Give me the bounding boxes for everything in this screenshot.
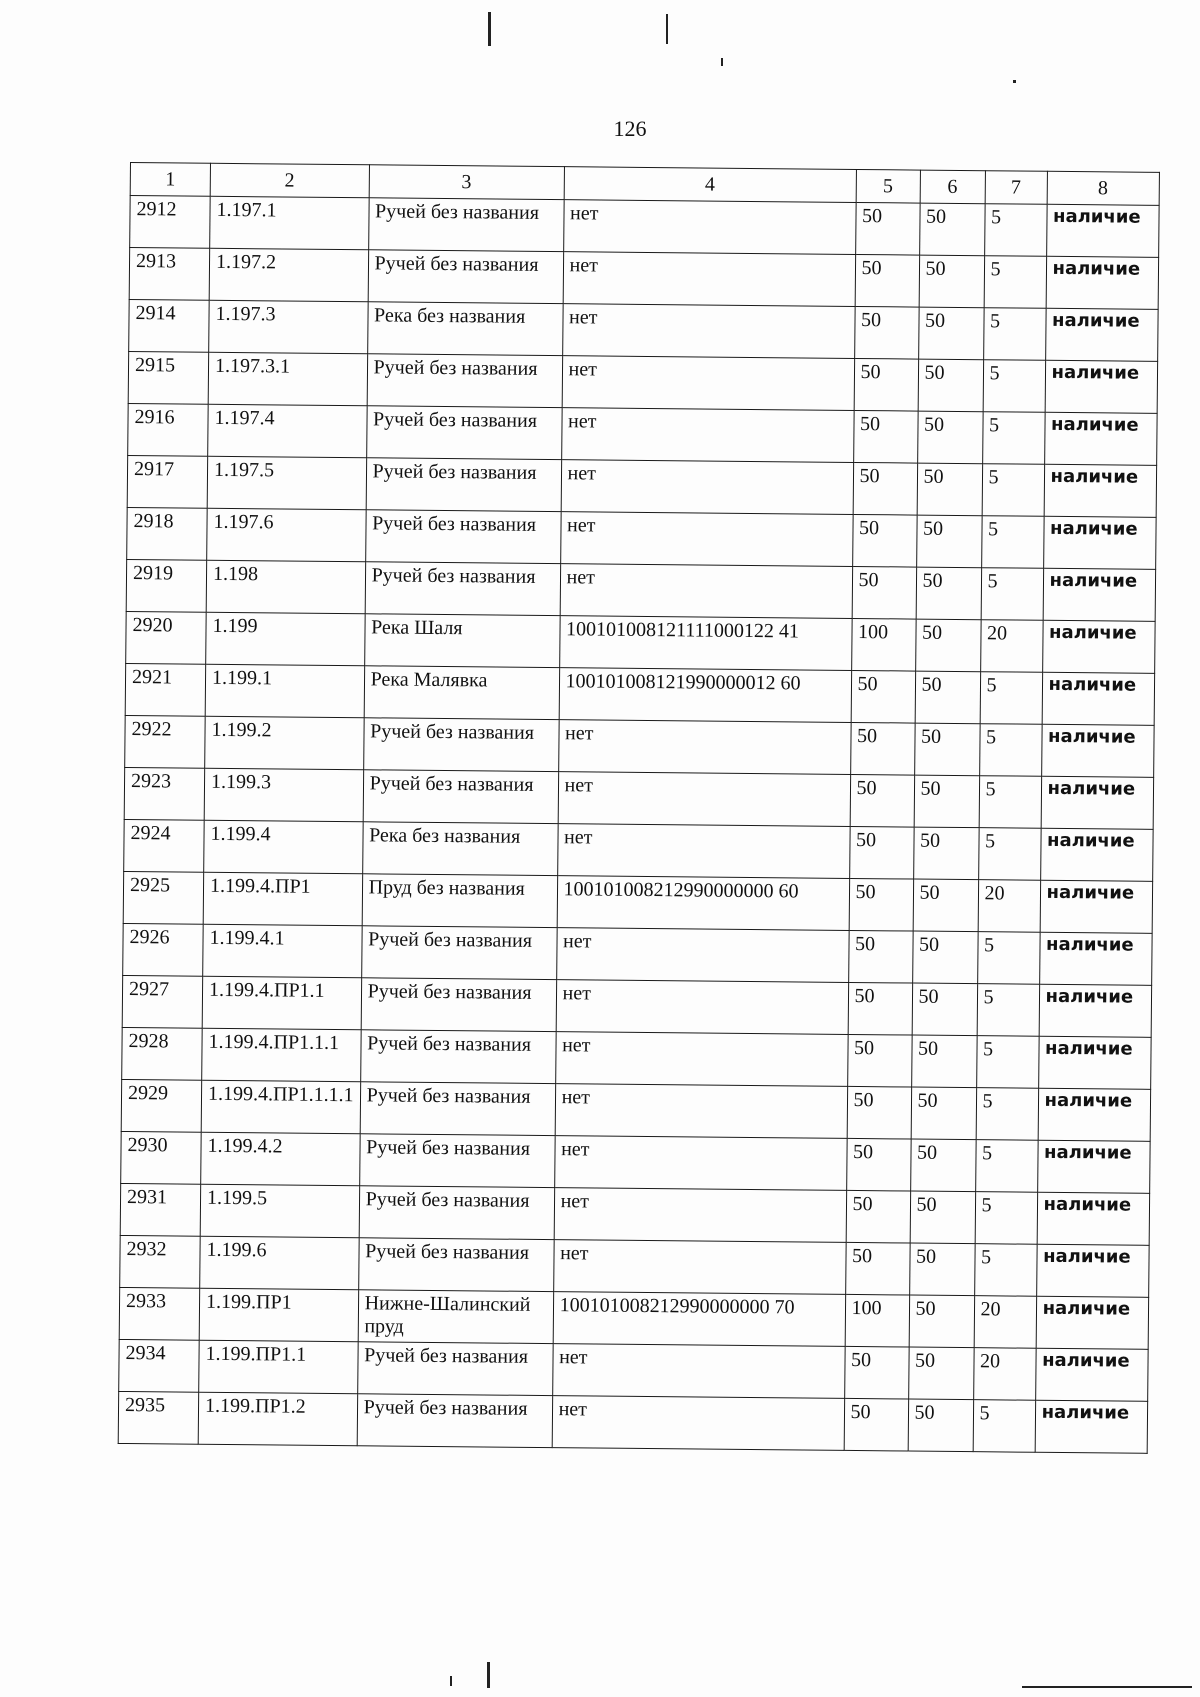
cadastral-number: нет (558, 772, 850, 827)
value-5: 50 (847, 1034, 911, 1087)
value-6: 50 (918, 307, 983, 360)
object-name: Ручей без названия (361, 926, 556, 980)
object-code: 1.199.2 (205, 716, 364, 770)
column-header-8: 8 (1047, 171, 1159, 205)
object-name: Ручей без названия (365, 562, 560, 616)
registry-sheet (118, 162, 1160, 1454)
value-5: 50 (844, 1398, 908, 1451)
value-6: 50 (910, 1191, 975, 1244)
value-5: 50 (848, 982, 912, 1035)
object-code: 1.197.2 (209, 248, 368, 302)
column-header-3: 3 (369, 165, 564, 200)
presence-status: наличие (1040, 880, 1152, 933)
object-name: Ручей без названия (366, 458, 561, 512)
presence-status: наличие (1036, 1296, 1148, 1349)
cadastral-number: нет (561, 408, 853, 463)
object-name: Ручей без названия (368, 250, 563, 304)
object-code: 1.199.3 (204, 768, 363, 822)
scan-artifact (666, 14, 668, 44)
cadastral-number: 100101008121990000012 60 (559, 668, 851, 723)
value-7: 5 (976, 1036, 1038, 1089)
scan-artifact (1022, 1686, 1192, 1688)
object-code: 1.197.5 (207, 456, 366, 510)
value-6: 50 (915, 671, 980, 724)
cadastral-number: нет (555, 1032, 847, 1087)
row-number: 2916 (128, 403, 208, 456)
presence-status: наличие (1044, 412, 1156, 465)
object-code: 1.199.ПР1 (199, 1288, 358, 1342)
row-number: 2920 (126, 611, 206, 664)
object-name: Ручей без названия (357, 1394, 552, 1448)
row-number: 2929 (121, 1079, 201, 1132)
presence-status: наличие (1037, 1140, 1149, 1193)
row-number: 2931 (120, 1183, 200, 1236)
cadastral-number: нет (560, 564, 852, 619)
value-7: 5 (978, 828, 1040, 881)
value-7: 5 (981, 568, 1043, 621)
value-5: 50 (855, 254, 919, 307)
value-7: 5 (984, 256, 1046, 309)
cadastral-number: 100101008121111000122 41 (559, 616, 851, 671)
value-7: 5 (984, 204, 1046, 257)
cadastral-number: нет (556, 980, 848, 1035)
value-6: 50 (912, 983, 977, 1036)
presence-status: наличие (1045, 308, 1157, 361)
column-header-4: 4 (564, 167, 856, 203)
value-7: 5 (976, 1088, 1038, 1141)
value-6: 50 (919, 203, 984, 256)
cadastral-number: нет (555, 1084, 847, 1139)
object-name: Ручей без названия (363, 718, 558, 772)
table-row (118, 1391, 1147, 1453)
value-7: 20 (974, 1296, 1036, 1349)
value-7: 5 (974, 1244, 1036, 1297)
object-code: 1.197.6 (207, 508, 366, 562)
row-number: 2914 (129, 299, 209, 352)
value-7: 5 (975, 1140, 1037, 1193)
presence-status: наличие (1046, 256, 1158, 309)
page-number: 126 (613, 116, 647, 141)
object-code: 1.199.1 (205, 664, 364, 718)
value-5: 50 (851, 670, 915, 723)
presence-status: наличие (1038, 1088, 1150, 1141)
value-6: 50 (911, 1035, 976, 1088)
scan-artifact (487, 1662, 490, 1688)
presence-status: наличие (1043, 516, 1155, 569)
row-number: 2934 (119, 1339, 199, 1392)
scan-artifact (1013, 80, 1016, 83)
value-5: 50 (853, 410, 917, 463)
presence-status: наличие (1040, 828, 1152, 881)
cadastral-number: нет (553, 1240, 845, 1295)
value-7: 5 (975, 1192, 1037, 1245)
value-6: 50 (918, 359, 983, 412)
object-name: Река Малявка (364, 666, 559, 720)
cadastral-number: нет (563, 200, 855, 255)
row-number: 2932 (120, 1235, 200, 1288)
object-code: 1.199.4.2 (201, 1132, 360, 1186)
value-5: 100 (851, 618, 915, 671)
value-6: 50 (917, 463, 982, 516)
value-5: 50 (848, 930, 912, 983)
presence-status: наличие (1036, 1244, 1148, 1297)
value-5: 50 (845, 1242, 909, 1295)
presence-status: наличие (1039, 932, 1151, 985)
object-name: Ручей без названия (360, 1082, 555, 1136)
row-number: 2925 (123, 871, 203, 924)
cadastral-number: нет (561, 460, 853, 515)
row-number: 2926 (123, 923, 203, 976)
presence-status: наличие (1035, 1348, 1147, 1401)
value-6: 50 (914, 775, 979, 828)
value-6: 50 (919, 255, 984, 308)
column-header-5: 5 (856, 169, 920, 203)
value-5: 50 (850, 774, 914, 827)
value-6: 50 (909, 1295, 974, 1348)
row-number: 2935 (118, 1391, 198, 1444)
value-7: 5 (980, 672, 1042, 725)
value-5: 50 (846, 1190, 910, 1243)
value-5: 50 (846, 1138, 910, 1191)
presence-status: наличие (1041, 724, 1153, 777)
value-5: 50 (847, 1086, 911, 1139)
object-code: 1.199 (206, 612, 365, 666)
cadastral-number: 100101008212990000000 70 (553, 1292, 845, 1347)
cadastral-number: нет (563, 252, 855, 307)
value-5: 50 (850, 722, 914, 775)
column-header-1: 1 (130, 163, 210, 197)
column-header-2: 2 (210, 163, 369, 198)
cadastral-number: нет (562, 356, 854, 411)
presence-status: наличие (1035, 1400, 1147, 1453)
row-number: 2915 (128, 351, 208, 404)
value-6: 50 (910, 1139, 975, 1192)
value-7: 5 (979, 776, 1041, 829)
object-name: Нижне-Шалинский пруд (358, 1290, 553, 1344)
presence-status: наличие (1039, 984, 1151, 1037)
object-code: 1.197.1 (210, 196, 369, 250)
cadastral-number: нет (556, 928, 848, 983)
row-number: 2917 (127, 455, 207, 508)
value-7: 20 (978, 880, 1040, 933)
object-code: 1.199.4.1 (203, 924, 362, 978)
water-objects-table (118, 162, 1160, 1454)
cadastral-number: нет (552, 1344, 844, 1399)
object-name: Река без названия (362, 822, 557, 876)
value-5: 50 (849, 878, 913, 931)
object-code: 1.199.6 (200, 1236, 359, 1290)
scan-artifact (450, 1676, 452, 1686)
value-7: 20 (973, 1348, 1035, 1401)
object-name: Река Шаля (364, 614, 559, 668)
row-number: 2919 (126, 559, 206, 612)
value-7: 5 (982, 412, 1044, 465)
value-6: 50 (915, 619, 980, 672)
presence-status: наличие (1043, 568, 1155, 621)
object-name: Ручей без названия (358, 1238, 553, 1292)
cadastral-number: нет (554, 1188, 846, 1243)
object-code: 1.199.ПР1.2 (198, 1392, 357, 1446)
object-name: Ручей без названия (367, 354, 562, 408)
row-number: 2913 (129, 248, 209, 301)
value-7: 5 (982, 464, 1044, 517)
row-number: 2930 (121, 1131, 201, 1184)
value-6: 50 (917, 411, 982, 464)
value-6: 50 (916, 567, 981, 620)
value-6: 50 (908, 1347, 973, 1400)
value-6: 50 (914, 723, 979, 776)
value-7: 5 (981, 516, 1043, 569)
row-number: 2933 (119, 1287, 199, 1340)
cadastral-number: нет (552, 1396, 844, 1451)
value-7: 20 (980, 620, 1042, 673)
presence-status: наличие (1044, 464, 1156, 517)
object-code: 1.199.5 (200, 1184, 359, 1238)
column-header-7: 7 (985, 171, 1047, 205)
object-name: Река без названия (367, 302, 562, 356)
presence-status: наличие (1042, 620, 1154, 673)
value-5: 50 (854, 306, 918, 359)
value-7: 5 (983, 308, 1045, 361)
value-5: 50 (853, 462, 917, 515)
value-7: 5 (977, 932, 1039, 985)
value-5: 50 (852, 514, 916, 567)
value-5: 50 (852, 566, 916, 619)
object-code: 1.199.4 (204, 820, 363, 874)
row-number: 2912 (130, 196, 210, 249)
table-body (118, 196, 1159, 1454)
row-number: 2927 (122, 975, 202, 1028)
cadastral-number: нет (562, 304, 854, 359)
value-5: 50 (849, 826, 913, 879)
value-7: 5 (973, 1400, 1035, 1453)
value-6: 50 (911, 1087, 976, 1140)
object-name: Ручей без названия (357, 1342, 552, 1396)
object-code: 1.199.4.ПР1.1.1.1 (201, 1080, 360, 1134)
column-header-6: 6 (920, 170, 985, 204)
object-code: 1.199.4.ПР1.1.1 (202, 1028, 361, 1082)
value-5: 50 (844, 1346, 908, 1399)
object-name: Ручей без названия (368, 198, 563, 252)
value-5: 50 (854, 358, 918, 411)
value-7: 5 (983, 360, 1045, 413)
row-number: 2924 (124, 819, 204, 872)
value-6: 50 (913, 827, 978, 880)
object-name: Ручей без названия (360, 1030, 555, 1084)
object-code: 1.199.ПР1.1 (199, 1340, 358, 1394)
value-6: 50 (916, 515, 981, 568)
object-code: 1.198 (206, 560, 365, 614)
scan-artifact (721, 58, 723, 66)
row-number: 2922 (125, 715, 205, 768)
object-name: Пруд без названия (362, 874, 557, 928)
value-7: 5 (977, 984, 1039, 1037)
value-7: 5 (979, 724, 1041, 777)
value-6: 50 (909, 1243, 974, 1296)
object-name: Ручей без названия (359, 1134, 554, 1188)
presence-status: наличие (1041, 776, 1153, 829)
object-code: 1.197.4 (208, 404, 367, 458)
cadastral-number: 100101008212990000000 60 (557, 876, 849, 931)
row-number: 2918 (127, 507, 207, 560)
row-number: 2928 (122, 1027, 202, 1080)
row-number: 2921 (125, 663, 205, 716)
object-name: Ручей без названия (363, 770, 558, 824)
object-code: 1.197.3.1 (208, 352, 367, 406)
object-name: Ручей без названия (361, 978, 556, 1032)
scan-artifact (488, 12, 491, 46)
value-5: 50 (855, 202, 919, 255)
cadastral-number: нет (554, 1136, 846, 1191)
cadastral-number: нет (560, 512, 852, 567)
object-code: 1.197.3 (209, 300, 368, 354)
presence-status: наличие (1045, 360, 1157, 413)
object-name: Ручей без названия (359, 1186, 554, 1240)
value-5: 100 (845, 1294, 909, 1347)
presence-status: наличие (1037, 1192, 1149, 1245)
presence-status: наличие (1046, 204, 1158, 257)
row-number: 2923 (124, 767, 204, 820)
object-code: 1.199.4.ПР1 (203, 872, 362, 926)
object-name: Ручей без названия (366, 406, 561, 460)
value-6: 50 (908, 1399, 973, 1452)
presence-status: наличие (1042, 672, 1154, 725)
value-6: 50 (912, 931, 977, 984)
cadastral-number: нет (558, 720, 850, 775)
value-6: 50 (913, 879, 978, 932)
presence-status: наличие (1038, 1036, 1150, 1089)
object-name: Ручей без названия (365, 510, 560, 564)
cadastral-number: нет (557, 824, 849, 879)
object-code: 1.199.4.ПР1.1 (202, 976, 361, 1030)
